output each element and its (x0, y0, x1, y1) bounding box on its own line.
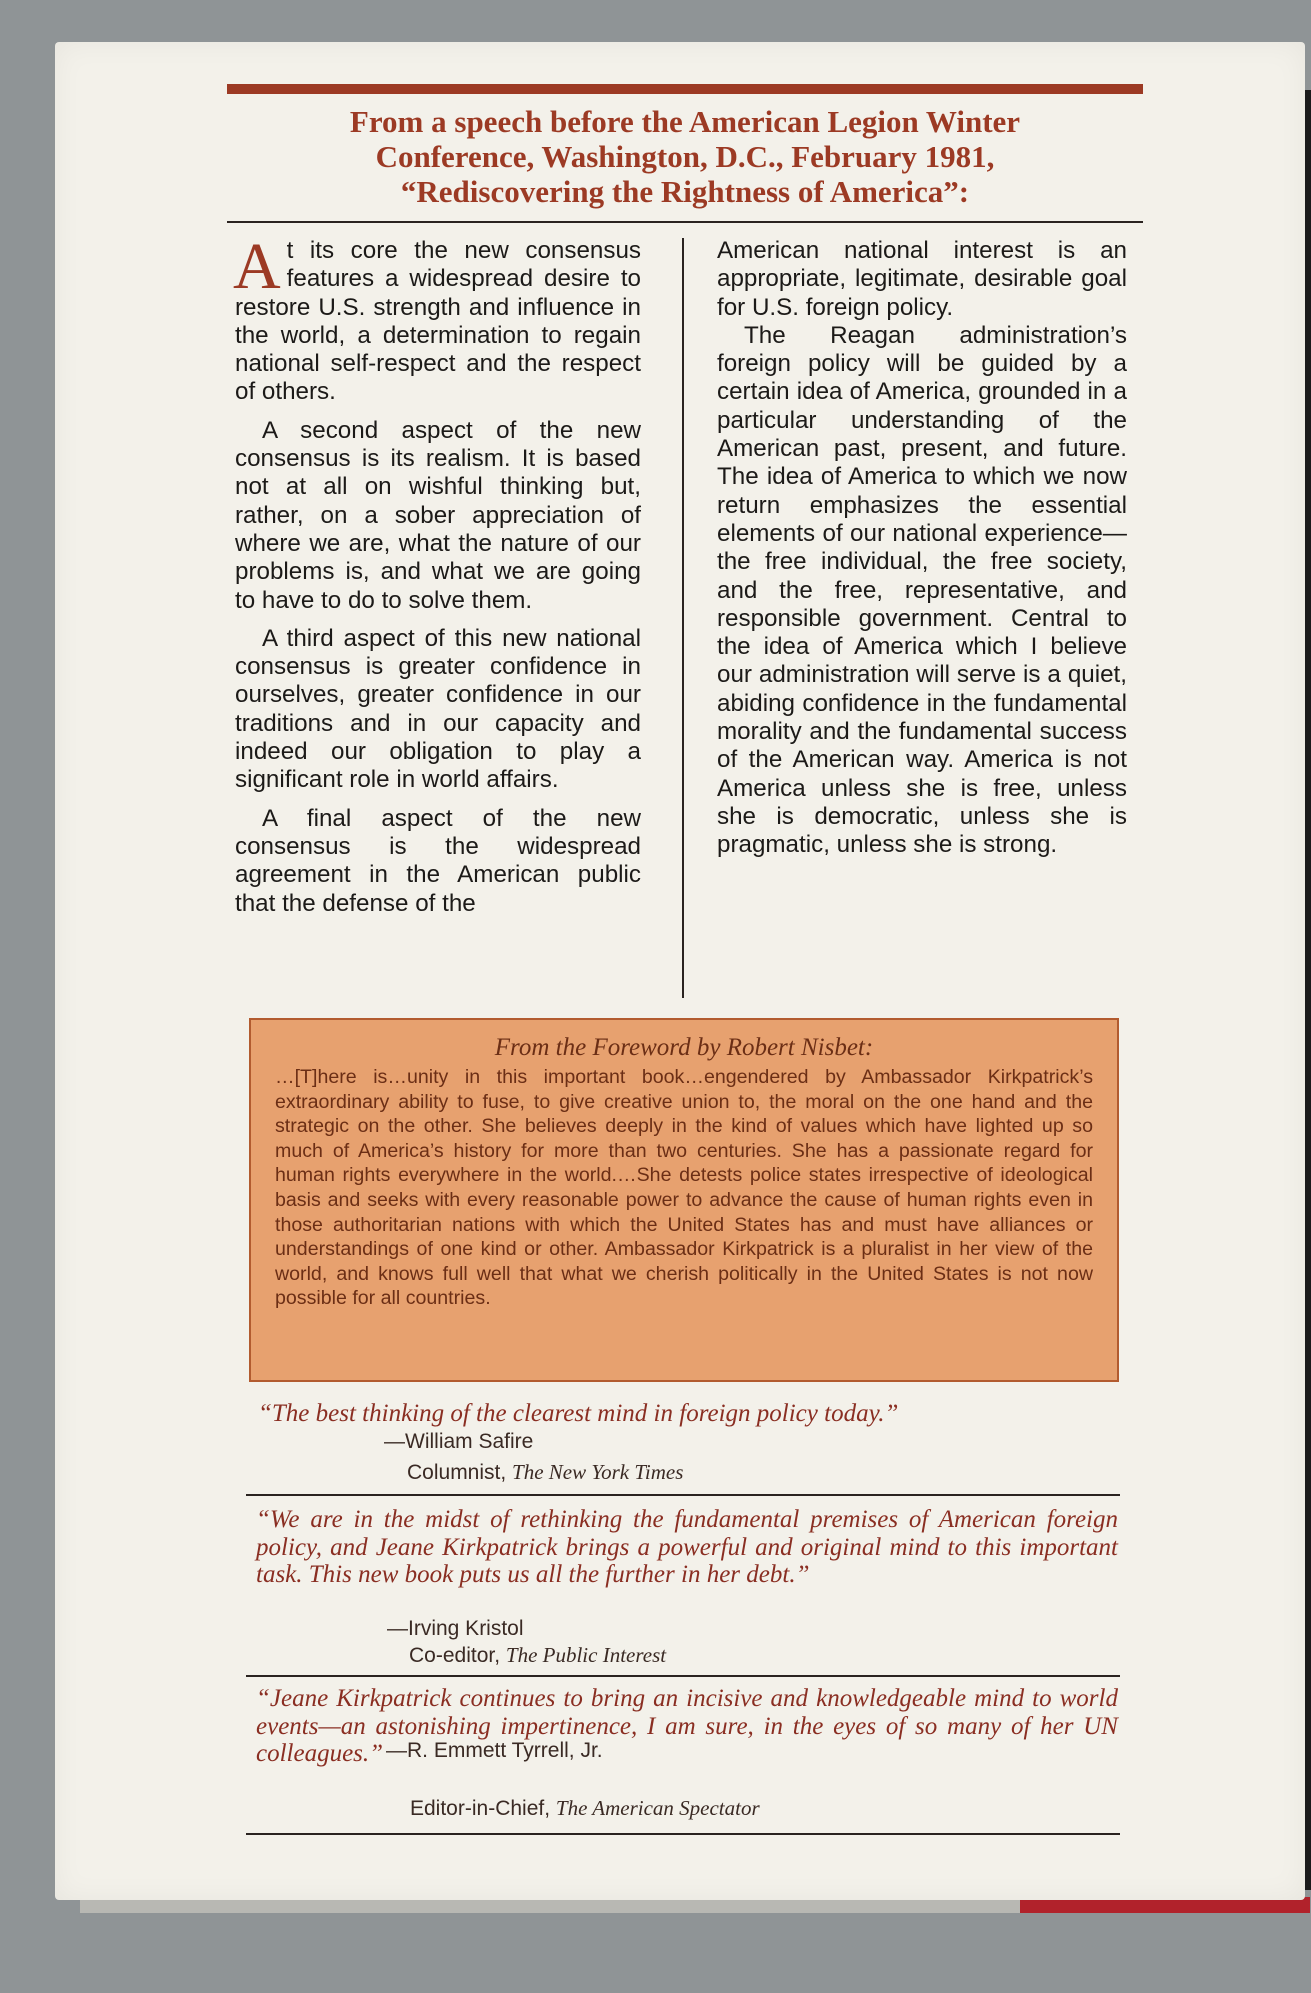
heading-line-3: “Rediscovering the Rightness of America”: (400, 174, 970, 209)
column-divider (682, 238, 684, 998)
foreword-body: …[T]here is…unity in this important book…engendered by Ambassador Kirkpatrick’s extraordinary ability to fuse, to give creative union to, the moral on the one hand and the strategic on the other. She believes deeply in the kind of values which have lighted up so much of America’s history for more than two centuries. She has a passionate regard for human rights everywhere in the world.…She detests police states irrespective of ideological basis and seeks with every reasonable power to advance the cause of human rights even in those authoritarian nations with which the United States has and must have alliances or understandings of one kind or other. Ambassador Kirkpatrick is a pluralist in her view of the world, and knows full well that what we cherish politically in the United States is not now possible for all countries. (275, 1066, 1093, 1310)
blurb-author: —William Safire (384, 1430, 534, 1453)
speech-paragraph: A third aspect of this new national consensus is greater confidence in ourselves, greater confidence in our traditions and in our capacity and indeed our obligation to play a significant role in world affairs. (235, 624, 641, 794)
speech-heading (200, 104, 1170, 209)
blurb-credit: Columnist, The New York Times (407, 1460, 684, 1484)
heading-line-2: Conference, Washington, D.C., February 1981, (375, 139, 995, 174)
blurb-divider (246, 1675, 1120, 1677)
blurb-author: —Irving Kristol (387, 1617, 524, 1640)
foreword-title: From the Foreword by Robert Nisbet: (494, 1034, 874, 1061)
blurb-quote: “The best thinking of the clearest mind in foreign policy today.” (258, 1400, 899, 1427)
speech-left-column (233, 230, 641, 918)
blurb-credit: Co-editor, The Public Interest (409, 1643, 667, 1667)
blurb-credit: Editor-in-Chief, The American Spectator (410, 1796, 760, 1820)
speech-paragraph: A final aspect of the new consensus is the widespread agreement in the American public that the defense of the (235, 804, 641, 917)
speech-paragraph: American national interest is an appropriate, legitimate, desirable goal for U.S. foreign policy. (717, 237, 1127, 321)
speech-paragraph: A second aspect of the new consensus is its realism. It is based not at all on wishful thinking but, rather, on a sober appreciation of where we are, what the nature of our problems is, and what we are going to have to do to solve them. (235, 416, 641, 614)
speech-paragraph: At its core the new consensus features a widespread desire to restore U.S. strength and influence in the world, a determination to regain national self-respect and the respect of others. (233, 230, 641, 406)
blurb-quote: “Jeane Kirkpatrick continues to bring an incisive and knowledgeable mind to world events—an astonishing impertinence, I am sure, in the eyes of so many of her UN colleagues.” (256, 1685, 1118, 1767)
top-rule (227, 84, 1143, 94)
blurb-author: —R. Emmett Tyrrell, Jr. (386, 1739, 603, 1762)
blurb-divider (246, 1494, 1120, 1496)
blurb-quote: “We are in the midst of rethinking the fundamental premises of American foreign policy, and Jeane Kirkpatrick brings a powerful and original mind to this important task. This new book puts us all the further in her debt.” (256, 1506, 1118, 1588)
heading-line-1: From a speech before the American Legion Winter (349, 104, 1021, 139)
drop-cap: A (233, 230, 281, 303)
speech-paragraph: The Reagan administration’s foreign policy will be guided by a certain idea of America, grounded in a particular understanding of the American past, present, and future. The idea of America to which we now return emphasizes the essential elements of our national experience—the free individual, the free society, and the free, representative, and responsible government. Central to the idea of America which I believe our administration will serve is a quiet, abiding confidence in the fundamental morality and the fundamental success of the American way. America is not America unless she is free, unless she is democratic, unless she is pragmatic, unless she is strong. (717, 321, 1127, 859)
blurb-divider (246, 1833, 1120, 1835)
speech-right-column (717, 237, 1127, 860)
heading-rule (227, 221, 1143, 223)
foreword-box (249, 1018, 1119, 1382)
